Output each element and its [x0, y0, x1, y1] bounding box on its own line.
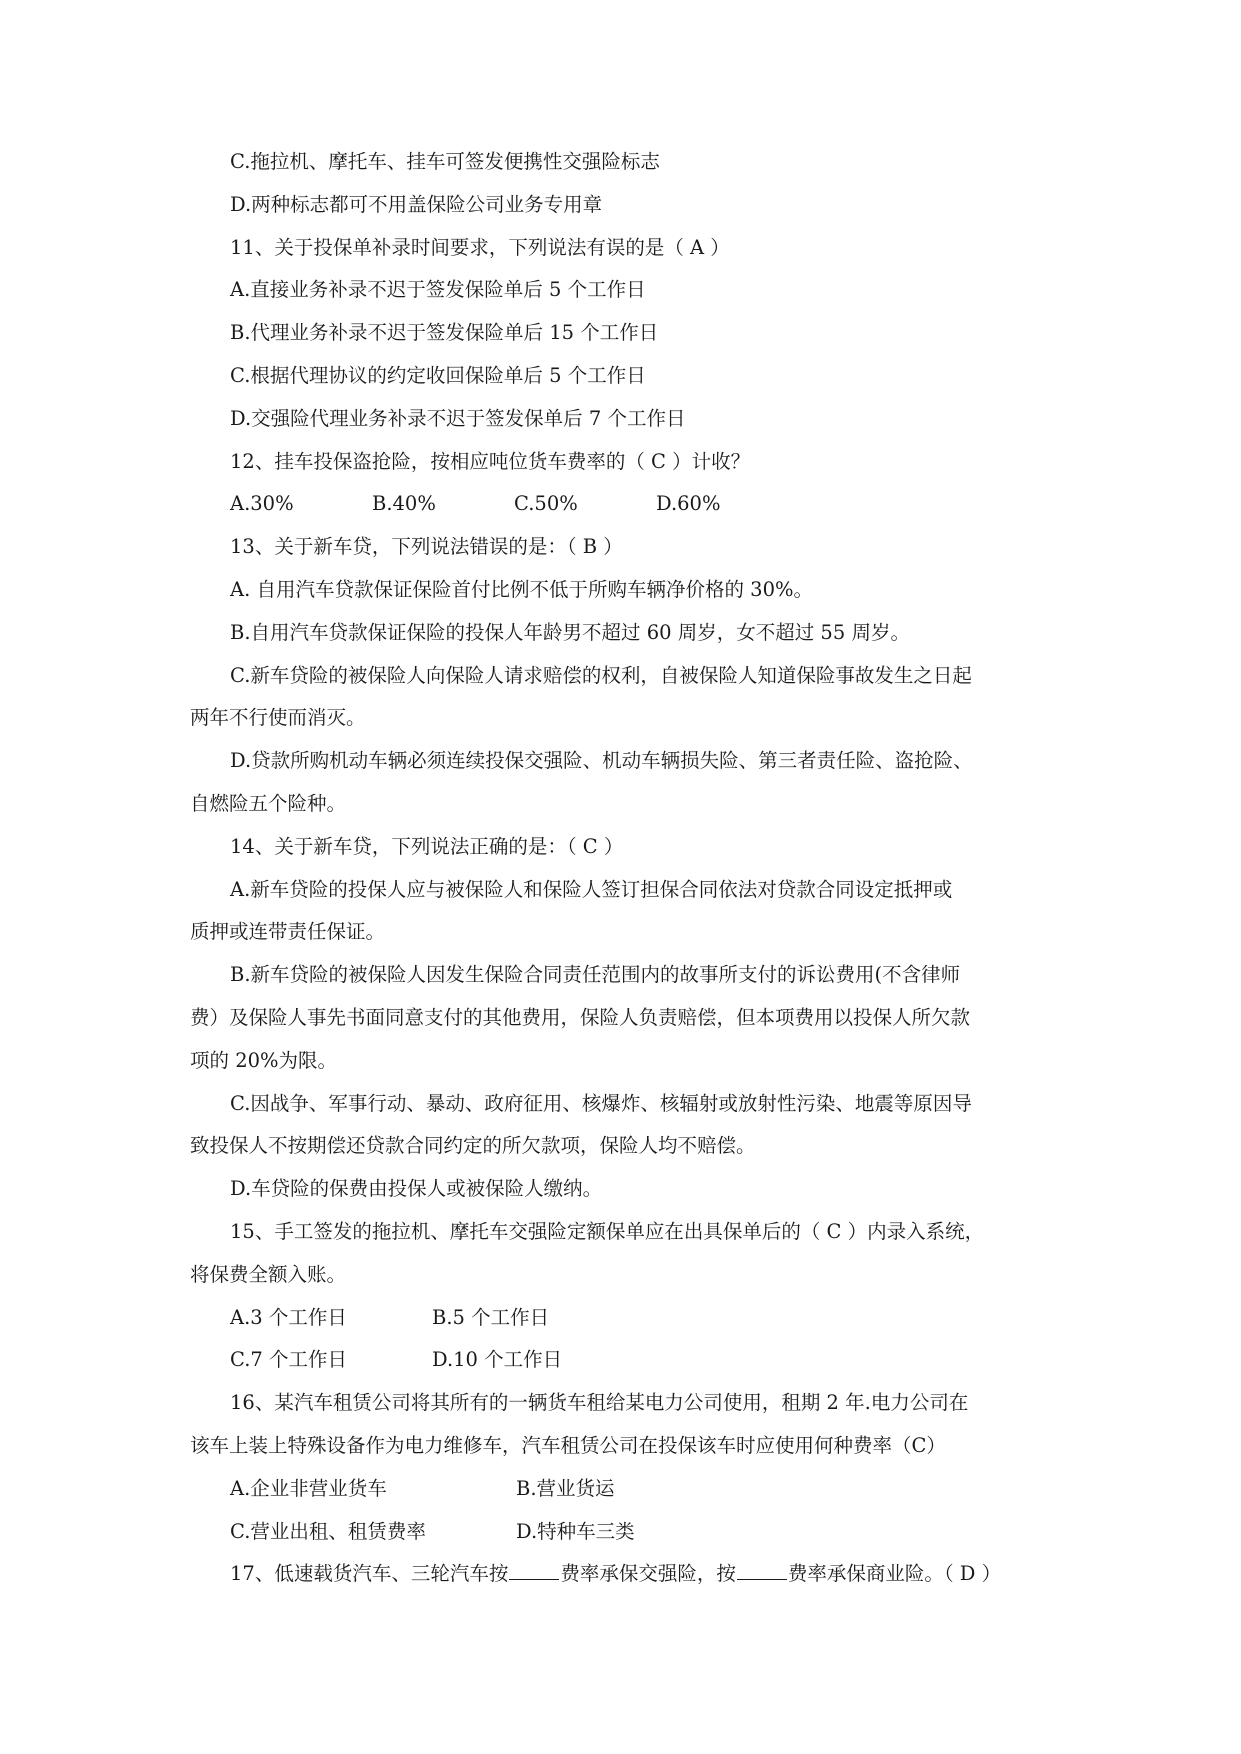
option-d: D.60%	[656, 492, 721, 516]
option-line: C.拖拉机、摩托车、挂车可签发便携性交强险标志	[230, 150, 660, 173]
option-a: A.企业非营业货车	[230, 1476, 387, 1500]
option-line: D.车贷险的保费由投保人或被保险人缴纳。	[230, 1177, 603, 1201]
option-line: B.自用汽车贷款保证保险的投保人年龄男不超过 60 周岁，女不超过 55 周岁。	[230, 620, 910, 644]
option-b: B.5 个工作日	[432, 1305, 550, 1329]
option-c: C.50%	[514, 492, 578, 516]
option-line-continued: 费）及保险人事先书面同意支付的其他费用，保险人负责赔偿，但本项费用以投保人所欠款	[190, 1005, 971, 1029]
option-b: B.40%	[372, 492, 436, 516]
option-line-continued: 自燃险五个险种。	[190, 791, 347, 815]
option-line: C.新车贷险的被保险人向保险人请求赔偿的权利，自被保险人知道保险事故发生之日起	[230, 663, 972, 687]
option-line-continued: 致投保人不按期偿还贷款合同约定的所欠款项，保险人均不赔偿。	[190, 1134, 756, 1158]
question-17	[190, 1553, 1050, 1596]
question-17-part: 费率承保商业险。（ D ）	[787, 1562, 1002, 1586]
question-17-part: 17、低速载货汽车、三轮汽车按	[230, 1562, 509, 1586]
option-line: C.根据代理协议的约定收回保险单后 5 个工作日	[230, 363, 646, 387]
fill-blank	[509, 1565, 559, 1580]
option-line: D.两种标志都可不用盖保险公司业务专用章	[230, 192, 603, 216]
option-line: A.新车贷险的投保人应与被保险人和保险人签订担保合同依法对贷款合同设定抵押或	[230, 877, 953, 901]
question-11: 11、关于投保单补录时间要求，下列说法有误的是（ A ）	[230, 235, 730, 259]
option-line: C.因战争、军事行动、暴动、政府征用、核爆炸、核辐射或放射性污染、地震等原因导	[230, 1091, 972, 1115]
question-16: 16、某汽车租赁公司将其所有的一辆货车租给某电力公司使用，租期 2 年.电力公司在	[230, 1391, 969, 1415]
option-line-continued: 两年不行使而消灭。	[190, 706, 366, 730]
question-15: 15、手工签发的拖拉机、摩托车交强险定额保单应在出具保单后的（ C ）内录入系统，	[230, 1219, 985, 1243]
question-15-continued: 将保费全额入账。	[190, 1262, 347, 1286]
option-c: C.营业出租、租赁费率	[230, 1519, 426, 1543]
page-content	[190, 141, 1050, 1596]
options-row	[190, 483, 1050, 526]
option-line: D.交强险代理业务补录不迟于签发保单后 7 个工作日	[230, 406, 686, 430]
option-d: D.10 个工作日	[432, 1348, 563, 1372]
option-line-continued: 质押或连带责任保证。	[190, 920, 386, 944]
options-row	[190, 1339, 1050, 1382]
fill-blank	[737, 1565, 787, 1580]
option-line: A.直接业务补录不迟于签发保险单后 5 个工作日	[230, 278, 646, 302]
option-c: C.7 个工作日	[230, 1348, 348, 1372]
question-17-part: 费率承保交强险，按	[560, 1562, 736, 1586]
question-12: 12、挂车投保盗抢险，按相应吨位货车费率的（ C ）计收？	[230, 449, 751, 473]
options-row	[190, 1511, 1050, 1554]
option-line: A. 自用汽车贷款保证保险首付比例不低于所购车辆净价格的 30%。	[230, 577, 814, 601]
question-13: 13、关于新车贷，下列说法错误的是：（ B ）	[230, 535, 623, 559]
option-line: B.代理业务补录不迟于签发保险单后 15 个工作日	[230, 321, 659, 345]
option-a: A.30%	[230, 492, 294, 516]
option-line-continued: 项的 20%为限。	[190, 1048, 338, 1072]
question-16-continued: 该车上装上特殊设备作为电力维修车，汽车租赁公司在投保该车时应使用何种费率（C）	[190, 1433, 946, 1457]
option-line: D.贷款所购机动车辆必须连续投保交强险、机动车辆损失险、第三者责任险、盗抢险、	[230, 749, 973, 773]
option-b: B.营业货运	[516, 1476, 615, 1500]
option-a: A.3 个工作日	[230, 1305, 347, 1329]
options-row	[190, 1297, 1050, 1340]
option-d: D.特种车三类	[516, 1519, 635, 1543]
options-row	[190, 1468, 1050, 1511]
option-line: B.新车贷险的被保险人因发生保险合同责任范围内的故事所支付的诉讼费用(不含律师	[230, 963, 961, 987]
question-14: 14、关于新车贷，下列说法正确的是：（ C ）	[230, 834, 624, 858]
